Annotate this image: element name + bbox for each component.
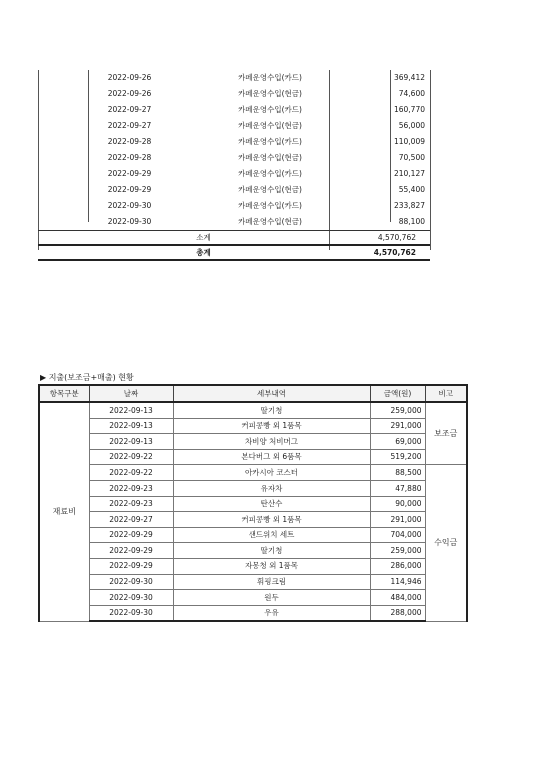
- amount-cell: 110,009: [393, 137, 425, 147]
- detail-cell: 아카시아 코스터: [173, 465, 370, 481]
- date-cell: 2022-09-27: [107, 121, 152, 131]
- table-row: [39, 402, 467, 418]
- amount-cell: 286,000: [370, 558, 425, 574]
- description-cell: 카페운영수입(현금): [238, 185, 302, 195]
- note-cell-revenue: 수익금: [425, 465, 467, 621]
- table-row: [38, 102, 430, 118]
- date-cell: 2022-09-29: [107, 185, 152, 195]
- amount-cell: 484,000: [370, 590, 425, 606]
- amount-cell: 114,946: [370, 574, 425, 590]
- expense-table: [38, 384, 468, 622]
- date-cell: 2022-09-23: [89, 480, 173, 496]
- date-cell: 2022-09-30: [107, 201, 152, 211]
- table-row: [38, 182, 430, 198]
- date-cell: 2022-09-26: [107, 89, 152, 99]
- header-category: 항목구분: [39, 385, 89, 402]
- amount-cell: 233,827: [393, 201, 425, 211]
- date-cell: 2022-09-27: [89, 512, 173, 528]
- table-row: [39, 590, 467, 606]
- table-row: [38, 134, 430, 150]
- amount-cell: 70,500: [398, 153, 425, 163]
- amount-cell: 704,000: [370, 527, 425, 543]
- note-cell-subsidy: 보조금: [425, 402, 467, 465]
- detail-cell: 딸기청: [173, 543, 370, 559]
- amount-cell: 160,770: [393, 105, 425, 115]
- table-row: [39, 543, 467, 559]
- table-row: [38, 70, 430, 86]
- header-row: [39, 385, 467, 402]
- date-cell: 2022-09-22: [89, 465, 173, 481]
- amount-cell: 47,880: [370, 480, 425, 496]
- amount-cell: 56,000: [398, 121, 425, 131]
- table-row: [38, 214, 430, 231]
- amount-cell: 55,400: [398, 185, 425, 195]
- category-cell: 재료비: [39, 402, 89, 621]
- amount-cell: 69,000: [370, 434, 425, 450]
- total-label: 총계: [38, 245, 369, 260]
- amount-cell: 288,000: [370, 605, 425, 621]
- detail-cell: 자몽청 외 1품목: [173, 558, 370, 574]
- table-row: [38, 150, 430, 166]
- header-date: 날짜: [89, 385, 173, 402]
- detail-cell: 커피콩빵 외 1품목: [173, 418, 370, 434]
- date-cell: 2022-09-26: [107, 73, 152, 83]
- table-row: [38, 166, 430, 182]
- amount-cell: 519,200: [370, 449, 425, 465]
- description-cell: 카페운영수입(카드): [238, 73, 302, 83]
- date-cell: 2022-09-27: [107, 105, 152, 115]
- table-row: [39, 605, 467, 621]
- date-cell: 2022-09-13: [89, 434, 173, 450]
- description-cell: 카페운영수입(카드): [238, 137, 302, 147]
- description-cell: 카페운영수입(현금): [238, 89, 302, 99]
- table-row: [38, 198, 430, 214]
- detail-cell: 원두: [173, 590, 370, 606]
- description-cell: 카페운영수입(카드): [238, 105, 302, 115]
- detail-cell: 딸기청: [173, 402, 370, 418]
- table-row: [39, 434, 467, 450]
- detail-cell: 유자차: [173, 480, 370, 496]
- header-amount: 금액(원): [370, 385, 425, 402]
- amount-cell: 88,100: [398, 217, 425, 227]
- table-row: [39, 496, 467, 512]
- date-cell: 2022-09-29: [89, 543, 173, 559]
- table-row: [39, 480, 467, 496]
- date-cell: 2022-09-13: [89, 402, 173, 418]
- amount-cell: 210,127: [393, 169, 425, 179]
- detail-cell: 커피콩빵 외 1품목: [173, 512, 370, 528]
- date-cell: 2022-09-22: [89, 449, 173, 465]
- table-row: [39, 512, 467, 528]
- date-cell: 2022-09-30: [89, 590, 173, 606]
- header-note: 비고: [425, 385, 467, 402]
- detail-cell: 우유: [173, 605, 370, 621]
- table-row: [38, 118, 430, 134]
- date-cell: 2022-09-30: [107, 217, 152, 227]
- table-row: [39, 574, 467, 590]
- table-row: [39, 465, 467, 481]
- total-row: [38, 245, 430, 260]
- table-row: [39, 558, 467, 574]
- description-cell: 카페운영수입(현금): [238, 217, 302, 227]
- date-cell: 2022-09-30: [89, 574, 173, 590]
- amount-cell: 291,000: [370, 512, 425, 528]
- description-cell: 카페운영수입(카드): [238, 201, 302, 211]
- subtotal-label: 소계: [38, 231, 369, 246]
- detail-cell: 샌드위치 세트: [173, 527, 370, 543]
- date-cell: 2022-09-28: [107, 153, 152, 163]
- amount-cell: 259,000: [370, 402, 425, 418]
- amount-cell: 291,000: [370, 418, 425, 434]
- table-row: [39, 449, 467, 465]
- subtotal-value: 4,570,762: [369, 231, 430, 246]
- date-cell: 2022-09-30: [89, 605, 173, 621]
- detail-cell: 휘핑크림: [173, 574, 370, 590]
- amount-cell: 90,000: [370, 496, 425, 512]
- detail-cell: 본다버그 외 6품목: [173, 449, 370, 465]
- table-row: [39, 527, 467, 543]
- date-cell: 2022-09-28: [107, 137, 152, 147]
- total-value: 4,570,762: [369, 245, 430, 260]
- description-cell: 카페운영수입(현금): [238, 121, 302, 131]
- date-cell: 2022-09-29: [89, 527, 173, 543]
- date-cell: 2022-09-29: [89, 558, 173, 574]
- section-heading: ▶ 지출(보조금+매출) 현황: [40, 373, 134, 382]
- amount-cell: 88,500: [370, 465, 425, 481]
- income-table: [38, 70, 430, 261]
- description-cell: 카페운영수입(카드): [238, 169, 302, 179]
- subtotal-row: [38, 231, 430, 246]
- amount-cell: 369,412: [393, 73, 425, 83]
- table-right-border: [430, 70, 431, 250]
- date-cell: 2022-09-13: [89, 418, 173, 434]
- detail-cell: 차비양 처비머그: [173, 434, 370, 450]
- date-cell: 2022-09-29: [107, 169, 152, 179]
- table-row: [38, 86, 430, 102]
- detail-cell: 탄산수: [173, 496, 370, 512]
- amount-cell: 74,600: [398, 89, 425, 99]
- table-row: [39, 418, 467, 434]
- description-cell: 카페운영수입(현금): [238, 153, 302, 163]
- amount-cell: 259,000: [370, 543, 425, 559]
- header-detail: 세부내역: [173, 385, 370, 402]
- date-cell: 2022-09-23: [89, 496, 173, 512]
